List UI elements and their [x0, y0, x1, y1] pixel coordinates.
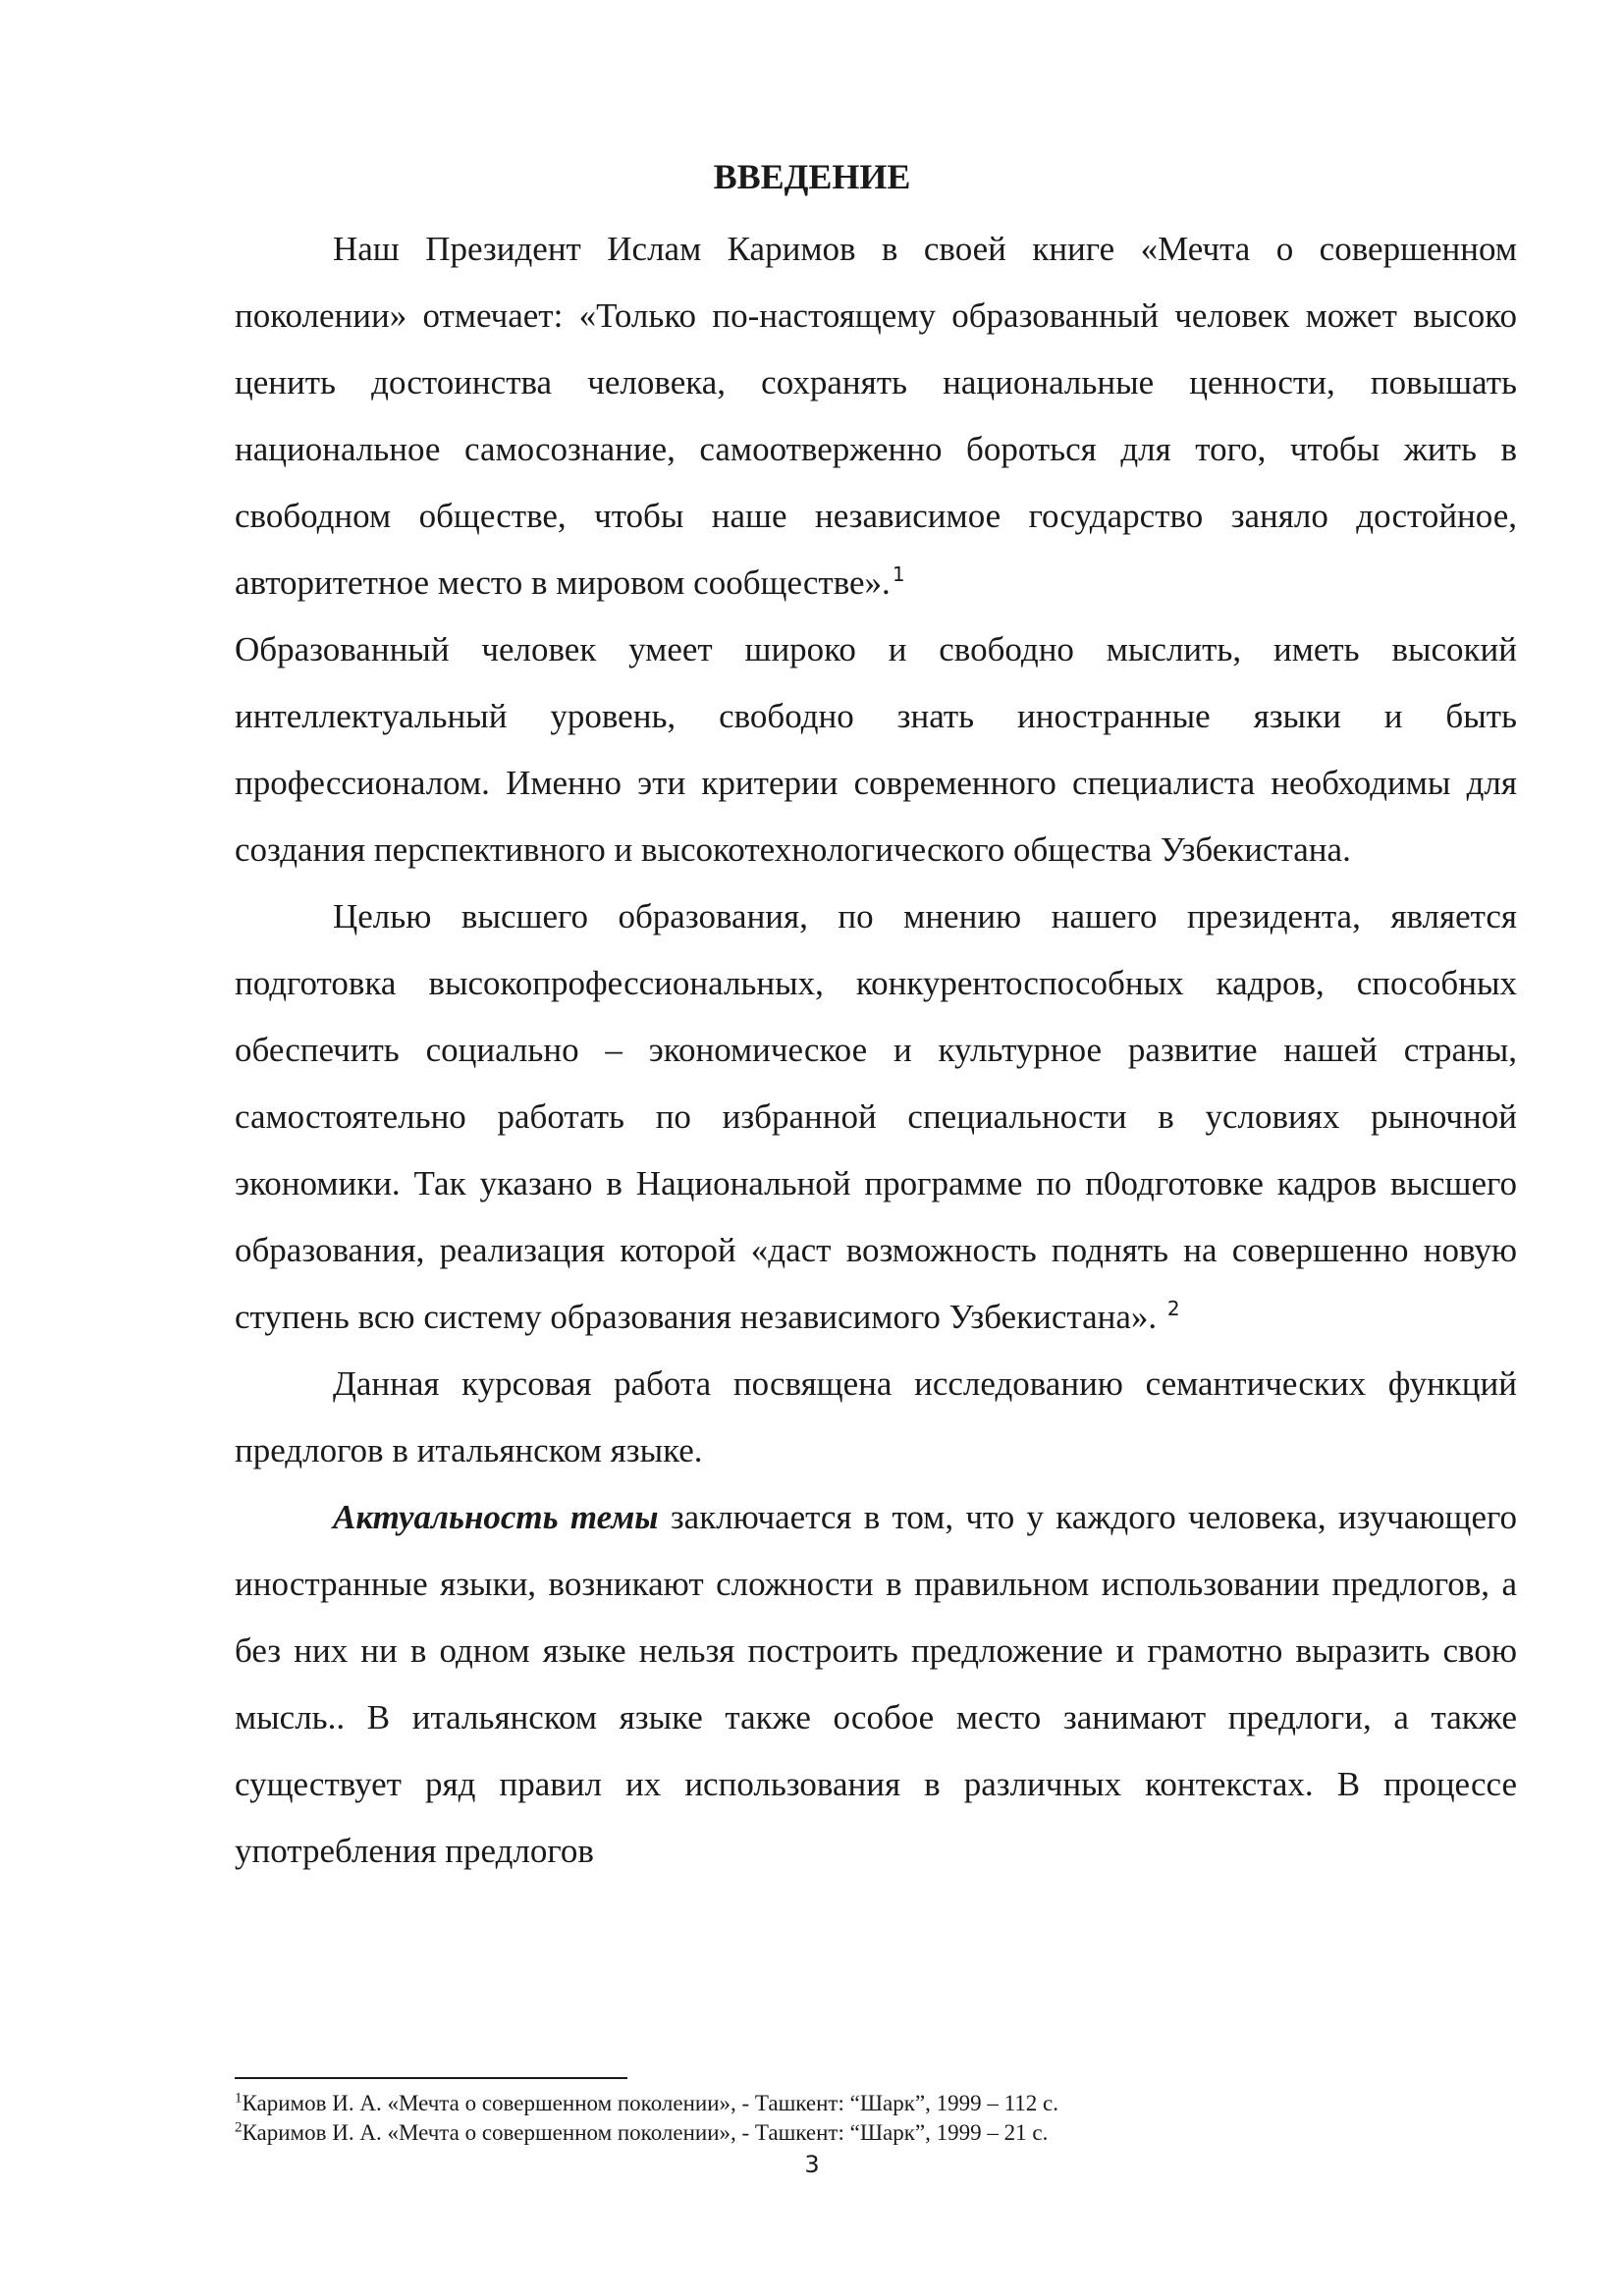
footnote-reference[interactable]: 2	[1166, 1297, 1180, 1321]
paragraph-higher-education-goal	[235, 883, 1517, 1351]
page-number: 3	[804, 2151, 820, 2178]
footnote-mark: 2	[235, 2119, 243, 2136]
footnote-separator	[235, 2077, 627, 2079]
paragraph-president-quote	[235, 216, 1517, 616]
paragraph-coursework-topic	[235, 1351, 1517, 1484]
footnote-reference[interactable]: 1	[892, 562, 905, 587]
footnotes	[235, 2089, 1517, 2148]
section-heading: ВВЕДЕНИЕ	[713, 157, 911, 196]
footnote-item	[235, 2089, 1517, 2118]
footnote-item	[235, 2118, 1517, 2148]
paragraph-text: Образованный человек умеет широко и свободно мыслить, иметь высокий интеллектуальный уровень, свободно знать иностранные языки и быть профессионалом. Именно эти критерии современного специалиста необходимы для создания перспективного и высокотехнологического общества Узбекистана.	[235, 630, 1517, 869]
paragraph-text: Данная курсовая работа посвящена исследованию семантических функций предлогов в итальянском языке.	[235, 1364, 1517, 1469]
paragraph-relevance	[235, 1484, 1517, 1885]
relevance-term: Актуальность темы	[333, 1498, 659, 1536]
paragraph-text: Наш Президент Ислам Каримов в своей книге «Мечта о совершенном поколении» отмечает: «Только по-настоящему образованный человек может высоко ценить достоинства человека, сохранять национальные ценности, повышать национальное самосознание, самоотверженно бороться для того, чтобы жить в свободном обществе, чтобы наше независимое государство заняло достойное, авторитетное место в мировом сообществе».	[235, 230, 1517, 602]
paragraph-text: Целью высшего образования, по мнению нашего президента, является подготовка высокопрофессиональных, конкурентоспособных кадров, способных обеспечить социально – экономическое и культурное развитие нашей страны, самостоятельно работать по избранной специальности в условиях рыночной экономики. Так указано в Национальной программе по п0одготовке кадров высшего образования, реализация которой «даст возможность поднять на совершенно новую ступень всю систему образования независимого Узбекистана».	[235, 897, 1517, 1336]
footnote-text: Каримов И. А. «Мечта о совершенном поколении», - Ташкент: “Шарк”, 1999 – 112 с.	[242, 2091, 1058, 2115]
paragraph-educated-person	[235, 616, 1517, 883]
body-text	[235, 216, 1517, 1885]
paragraph-text: заключается в том, что у каждого человека, изучающего иностранные языки, возникают сложности в правильном использовании предлогов, а без них ни в одном языке нельзя построить предложение и грамотно выразить свою мысль.. В итальянском языке также особое место занимают предлоги, а также существует ряд правил их использования в различных контекстах. В процессе употребления предлогов	[235, 1498, 1518, 1870]
footnote-text: Каримов И. А. «Мечта о совершенном поколении», - Ташкент: “Шарк”, 1999 – 21 с.	[242, 2120, 1049, 2145]
footnote-mark: 1	[235, 2090, 243, 2107]
